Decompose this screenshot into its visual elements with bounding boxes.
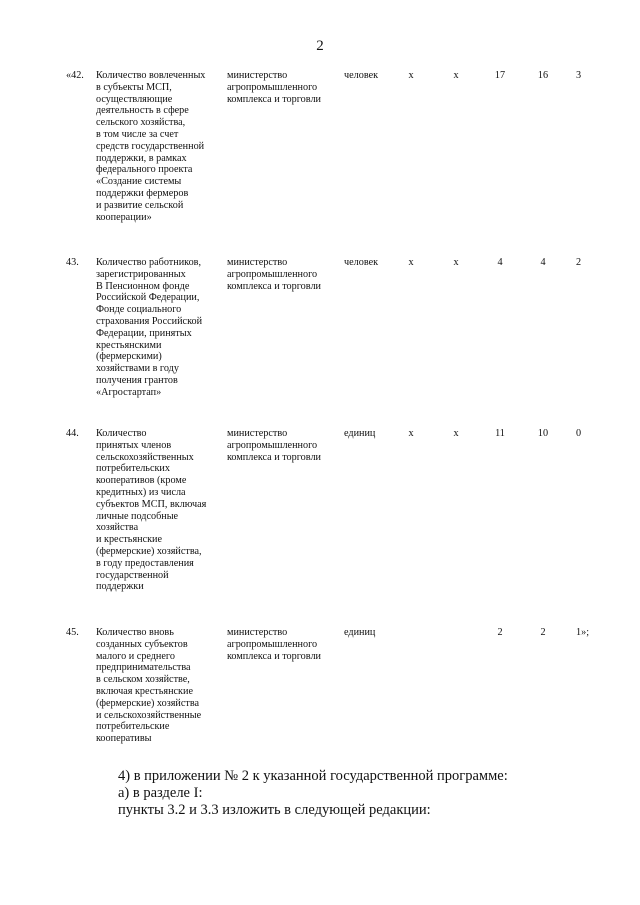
value-col-5: 0 (576, 428, 582, 439)
value-col-1: х (408, 70, 414, 81)
value-col-4: 2 (540, 627, 546, 638)
department-line: агропромышленного (227, 638, 318, 650)
indicator-name-line: сельскохозяйственных (96, 451, 194, 463)
indicator-name-line: (фермерскими) (96, 351, 162, 363)
value-col-2: х (453, 70, 459, 81)
indicator-name-line: в сельском хозяйстве, (96, 674, 190, 686)
indicator-name-line: получения грантов (96, 374, 178, 386)
indicator-name-line: поддержки (96, 581, 144, 593)
indicator-name-line: малого и среднего (96, 650, 175, 662)
value-col-5: 3 (576, 70, 582, 81)
value-col-5: 1»; (576, 627, 590, 638)
indicator-name-line: Российской Федерации, (96, 292, 200, 304)
value-col-5: 2 (576, 257, 582, 268)
value-col-4: 10 (537, 428, 549, 439)
indicator-name-line: Количество вовлеченных (96, 70, 206, 81)
responsible-department (227, 428, 339, 463)
indicator-name (96, 428, 226, 593)
responsible-department (227, 257, 339, 292)
page-number: 2 (316, 38, 324, 54)
unit-of-measure: человек (344, 257, 379, 268)
indicator-name-line: средств государственной (96, 140, 205, 152)
unit-of-measure: единиц (344, 428, 376, 439)
indicator-name-line: зарегистрированных (96, 268, 186, 280)
indicator-name-line: Количество работников, (96, 257, 202, 268)
indicator-name-line: кооперации» (96, 211, 152, 223)
indicator-name (96, 257, 226, 399)
row-number: «42. (66, 70, 84, 81)
department-line: комплекса и торговли (227, 650, 321, 662)
indicator-name-line: поддержки фермеров (96, 187, 189, 199)
row-number: 44. (66, 428, 79, 439)
responsible-department (227, 627, 339, 662)
row-number: 43. (66, 257, 79, 268)
indicator-name-line: (фермерские) хозяйства, (96, 545, 202, 557)
value-col-1: х (408, 428, 414, 439)
value-col-3: 4 (497, 257, 503, 268)
value-col-3: 2 (497, 627, 503, 638)
paragraph-subitem-a: а) в разделе I: (118, 785, 203, 801)
indicator-name-line: хозяйствами в году (96, 363, 179, 375)
indicator-name-line: в том числе за счет (96, 128, 179, 140)
indicator-name-line: крестьянскими (96, 339, 162, 351)
indicator-name-line: кооперативы (96, 733, 152, 745)
indicator-name-line: поддержки, в рамках (96, 152, 187, 164)
department-line: министерство (227, 70, 288, 81)
indicator-name-line: созданных субъектов (96, 638, 188, 650)
unit-of-measure: человек (344, 70, 379, 81)
indicator-name-line: (фермерские) хозяйства (96, 697, 200, 709)
department-line: агропромышленного (227, 268, 318, 280)
department-line: комплекса и торговли (227, 93, 321, 105)
value-col-3: 11 (495, 428, 505, 439)
responsible-department (227, 70, 339, 105)
value-col-3: 17 (494, 70, 506, 81)
indicator-name-line: личные подсобные (96, 510, 179, 522)
paragraph-points: пункты 3.2 и 3.3 изложить в следующей редакции: (118, 802, 431, 818)
indicator-name-line: деятельность в сфере (96, 105, 189, 117)
department-line: комплекса и торговли (227, 280, 321, 292)
department-line: министерство (227, 428, 288, 439)
indicator-name-line: кооперативов (кроме (96, 475, 187, 487)
indicator-name-line: Количество (96, 428, 147, 439)
indicator-name-line: хозяйства (96, 522, 139, 534)
indicator-name-line: Фонде социального (96, 304, 182, 316)
value-col-4: 4 (540, 257, 546, 268)
indicator-name-line: сельского хозяйства, (96, 117, 186, 129)
indicator-name-line: Количество вновь (96, 627, 174, 638)
indicator-name-line: потребительские (96, 721, 170, 733)
row-number: 45. (66, 627, 79, 638)
indicator-name-line: субъектов МСП, включая (96, 498, 207, 510)
department-line: комплекса и торговли (227, 451, 321, 463)
indicator-name-line: осуществляющие (96, 93, 173, 105)
indicator-name-line: потребительских (96, 463, 170, 475)
value-col-2: х (453, 428, 459, 439)
value-col-4: 16 (537, 70, 549, 81)
department-line: министерство (227, 257, 288, 268)
indicator-name-line: и развитие сельской (96, 199, 184, 211)
indicator-name-line: кредитных) из числа (96, 486, 186, 498)
indicator-name-line: В Пенсионном фонде (96, 280, 190, 292)
indicator-name-line: и сельскохозяйственные (96, 709, 202, 721)
department-line: агропромышленного (227, 439, 318, 451)
indicator-name-line: страхования Российской (96, 315, 203, 327)
indicator-name-line: и крестьянские (96, 534, 163, 546)
unit-of-measure: единиц (344, 627, 376, 638)
indicator-name-line: «Создание системы (96, 176, 182, 188)
department-line: министерство (227, 627, 288, 638)
value-col-1: х (408, 257, 414, 268)
department-line: агропромышленного (227, 81, 318, 93)
value-col-2: х (453, 257, 459, 268)
indicator-name-line: предпринимательства (96, 662, 191, 674)
indicator-name-line: федерального проекта (96, 164, 193, 176)
indicator-name (96, 70, 226, 223)
paragraph-item-4: 4) в приложении № 2 к указанной государственной программе: (118, 768, 508, 784)
indicator-name-line: Федерации, принятых (96, 327, 192, 339)
indicator-name-line: в субъекты МСП, (96, 81, 172, 93)
indicator-name (96, 627, 226, 745)
indicator-name-line: принятых членов (96, 439, 172, 451)
indicator-name-line: включая крестьянские (96, 685, 193, 697)
indicator-name-line: «Агростартап» (96, 386, 162, 398)
indicator-name-line: государственной (96, 569, 169, 581)
indicator-name-line: в году предоставления (96, 557, 194, 569)
